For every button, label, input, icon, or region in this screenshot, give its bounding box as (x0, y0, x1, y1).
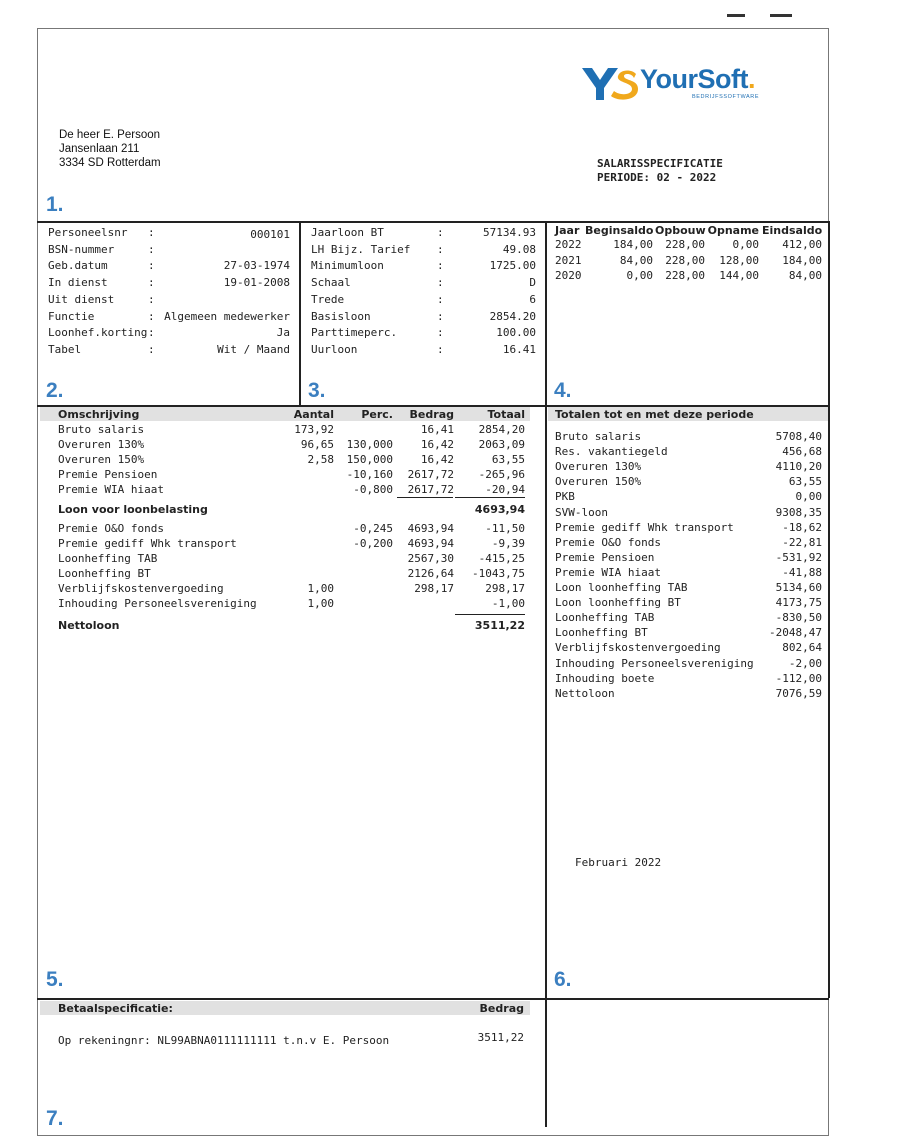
component-aantal: 2,58 (307, 453, 334, 466)
payment-amount: 3511,22 (477, 1031, 524, 1044)
salary-field-label: Basisloon (311, 309, 371, 323)
component-desc: Bruto salaris (58, 423, 145, 436)
document-title: SALARISSPECIFICATIE (597, 157, 723, 170)
totals-value: 9308,35 (775, 505, 822, 519)
section-number: 7. (46, 1107, 64, 1130)
field-separator: : (437, 226, 444, 239)
component-desc: Premie O&O fonds (58, 522, 164, 535)
totals-label: Inhouding Personeelsvereniging (555, 656, 754, 670)
component-bedrag (396, 596, 454, 612)
vacation-cell: 0,00 (732, 238, 759, 251)
totals-label: Overuren 130% (555, 460, 642, 474)
component-totaal: -20,94 (485, 483, 525, 496)
component-desc: Overuren 150% (58, 453, 145, 466)
salary-field-value: 6 (529, 292, 536, 306)
totals-label: Verblijfskostenvergoeding (555, 641, 721, 655)
totals-label: Premie WIA hiaat (555, 565, 661, 579)
address-line: Jansenlaan 211 (59, 143, 140, 155)
component-desc: Inhouding Personeelsvereniging (58, 597, 257, 610)
vacation-cell: 84,00 (788, 269, 822, 282)
component-bedrag: 16,41 (420, 423, 454, 436)
component-bedrag: 2126,64 (407, 567, 454, 580)
totals-label: Premie Pensioen (555, 550, 655, 564)
totals-label: Bruto salaris (555, 430, 642, 443)
component-desc: Overuren 130% (58, 438, 145, 451)
vacation-cell: 2022 (555, 238, 582, 251)
component-bedrag: 2617,72 (407, 468, 454, 481)
salary-field-label: Jaarloon BT (311, 226, 384, 239)
vacation-cell: 2021 (555, 253, 582, 267)
totals-label: Nettoloon (555, 686, 615, 700)
totals-label: Res. vakantiegeld (555, 445, 668, 459)
component-perc: 130,000 (346, 438, 393, 451)
yoursoft-logo (580, 64, 790, 104)
components-header-perc: Perc. (361, 408, 393, 421)
totals-label: Loon loonheffing TAB (555, 581, 688, 594)
component-bedrag: 16,42 (420, 453, 454, 466)
field-separator: : (148, 309, 155, 323)
salary-field-value: 100.00 (496, 326, 536, 340)
component-perc (335, 566, 393, 582)
salary-field-label: Minimumloon (311, 259, 384, 273)
component-aantal (270, 536, 334, 552)
component-totaal: -265,96 (478, 468, 525, 481)
component-perc: -10,160 (346, 468, 393, 481)
component-aantal: 1,00 (307, 597, 334, 610)
employee-field-label: Uit dienst (48, 292, 115, 306)
components-header-bedrag: Bedrag (409, 408, 454, 421)
salary-field-label: Uurloon (311, 342, 358, 356)
component-totaal: -1043,75 (472, 567, 525, 580)
field-separator: : (437, 326, 444, 340)
column-divider (299, 221, 301, 405)
employee-field-value: Algemeen medewerker (164, 309, 290, 323)
payment-amount-header: Bedrag (479, 1002, 524, 1015)
component-totaal: -11,50 (485, 522, 525, 535)
component-desc: Loonheffing BT (58, 567, 151, 580)
component-perc (335, 551, 393, 567)
totals-value: -112,00 (775, 671, 822, 685)
totals-label: Loonheffing TAB (555, 611, 655, 625)
component-aantal: 1,00 (307, 582, 334, 595)
components-header-desc: Omschrijving (58, 408, 140, 421)
component-bedrag: 298,17 (414, 582, 454, 595)
subtotal-desc: Loon voor loonbelasting (58, 503, 208, 516)
employee-field-label: Tabel (48, 342, 82, 356)
totals-label: SVW-loon (555, 505, 608, 519)
column-divider (545, 221, 547, 1127)
component-desc: Premie gediff Whk transport (58, 537, 237, 550)
document-period: PERIODE: 02 - 2022 (597, 170, 717, 184)
totals-label: PKB (555, 490, 575, 504)
component-perc (335, 422, 393, 438)
employee-field-value: 19-01-2008 (223, 276, 290, 290)
payment-account-line: Op rekeningnr: NL99ABNA0111111111 t.n.v E. Persoon (58, 1034, 390, 1047)
field-separator: : (437, 259, 444, 273)
totals-value: 5708,40 (775, 430, 822, 443)
employee-field-value (160, 242, 290, 258)
column-divider (828, 221, 830, 998)
salary-field-label: Schaal (311, 276, 351, 290)
component-perc: -0,800 (353, 483, 393, 496)
vacation-header: Beginsaldo (585, 224, 654, 237)
totals-label: Premie gediff Whk transport (555, 520, 734, 534)
component-totaal: -415,25 (478, 552, 525, 565)
underline (397, 497, 453, 498)
salary-field-value: 16.41 (502, 342, 536, 356)
employee-field-label: In dienst (48, 276, 108, 290)
component-totaal: -9,39 (491, 537, 525, 550)
totals-label: Loon loonheffing BT (555, 596, 681, 610)
employee-field-value: Wit / Maand (217, 342, 290, 356)
vacation-header: Opname (707, 224, 759, 237)
vacation-header: Opbouw (655, 224, 706, 237)
totals-value: 4173,75 (775, 596, 822, 610)
totals-value: 63,55 (788, 475, 822, 489)
component-aantal (270, 467, 334, 483)
component-aantal: 173,92 (294, 423, 334, 436)
totals-value: -531,92 (775, 550, 822, 564)
employee-field-value (160, 292, 290, 308)
totals-value: 4110,20 (775, 460, 822, 474)
field-separator: : (148, 226, 155, 239)
component-desc: Verblijfskostenvergoeding (58, 582, 224, 595)
field-separator: : (148, 276, 155, 290)
vacation-cell: 2020 (555, 269, 582, 282)
employee-field-label: BSN-nummer (48, 242, 115, 256)
vacation-cell: 228,00 (665, 238, 705, 251)
net-value: 3511,22 (474, 619, 525, 632)
component-totaal: 2854,20 (478, 423, 525, 436)
vacation-cell: 128,00 (719, 253, 759, 267)
address-line: De heer E. Persoon (59, 129, 161, 141)
salary-field-value: 2854.20 (489, 309, 536, 323)
component-totaal: 298,17 (485, 582, 525, 595)
vacation-cell: 144,00 (719, 269, 759, 282)
subtotal-value: 4693,94 (474, 503, 525, 516)
totals-label: Inhouding boete (555, 671, 655, 685)
component-perc (335, 596, 393, 612)
component-bedrag: 2617,72 (407, 483, 454, 496)
field-separator: : (437, 292, 444, 306)
vacation-header: Eindsaldo (762, 224, 823, 237)
field-separator: : (437, 309, 444, 323)
net-desc: Nettoloon (58, 619, 120, 632)
vacation-cell: 184,00 (613, 238, 653, 251)
period-month: Februari 2022 (575, 856, 662, 869)
salary-field-label: Parttimeperc. (311, 326, 398, 340)
component-aantal (270, 521, 334, 537)
section-number: 6. (554, 968, 572, 991)
salary-field-label: Trede (311, 292, 345, 306)
section-number: 3. (308, 379, 326, 402)
component-aantal (270, 566, 334, 582)
section-number: 2. (46, 379, 64, 402)
section-number: 5. (46, 968, 64, 991)
field-separator: : (437, 242, 444, 256)
field-separator: : (437, 276, 444, 290)
employee-field-value: 000101 (250, 228, 290, 241)
totals-value: -41,88 (782, 565, 822, 579)
component-aantal: 96,65 (300, 438, 334, 451)
employee-field-label: Geb.datum (48, 259, 108, 273)
employee-field-label: Loonhef.korting (48, 326, 148, 340)
salary-field-label: LH Bijz. Tarief (311, 242, 411, 256)
document-title-block (597, 157, 723, 184)
employee-field-label: Personeelsnr (48, 226, 128, 239)
vacation-cell: 228,00 (665, 253, 705, 267)
recipient-address (59, 128, 161, 170)
component-totaal: 2063,09 (478, 438, 525, 451)
totals-value: 0,00 (795, 490, 822, 504)
component-totaal: 63,55 (491, 453, 525, 466)
field-separator: : (148, 292, 155, 306)
component-desc: Loonheffing TAB (58, 552, 158, 565)
component-aantal (270, 551, 334, 567)
vacation-cell: 228,00 (665, 269, 705, 282)
field-separator: : (437, 342, 444, 356)
totals-value: 802,64 (782, 641, 822, 655)
totals-value: -22,81 (782, 535, 822, 549)
vacation-cell: 84,00 (619, 253, 653, 267)
salary-field-value: 49.08 (502, 242, 536, 256)
field-separator: : (148, 342, 155, 356)
components-header-totaal: Totaal (487, 408, 525, 421)
totals-label: Overuren 150% (555, 475, 642, 489)
components-header-aantal: Aantal (293, 408, 334, 421)
section-divider (37, 998, 829, 1000)
component-perc: 150,000 (346, 453, 393, 466)
component-perc: -0,200 (353, 537, 393, 550)
underline (455, 614, 525, 615)
underline (455, 497, 525, 498)
salary-field-value: 57134.93 (483, 226, 536, 239)
address-line: 3334 SD Rotterdam (59, 157, 161, 169)
field-separator: : (148, 242, 155, 256)
component-bedrag: 4693,94 (407, 537, 454, 550)
totals-value: -2048,47 (769, 626, 822, 640)
employee-field-value: Ja (276, 326, 290, 340)
vacation-cell: 184,00 (782, 253, 822, 267)
field-separator: : (148, 326, 155, 340)
component-aantal (270, 482, 334, 498)
component-desc: Premie Pensioen (58, 468, 158, 481)
logo-tagline: BEDRIJFSSOFTWARE (692, 94, 760, 100)
vacation-cell: 0,00 (626, 269, 653, 282)
logo-wordmark: YourSoft. (640, 64, 755, 94)
ys-logo-icon (580, 66, 640, 102)
totals-label: Premie O&O fonds (555, 535, 661, 549)
component-totaal: -1,00 (491, 597, 525, 610)
vacation-cell: 412,00 (782, 238, 822, 251)
employee-field-label: Functie (48, 309, 95, 323)
component-bedrag: 2567,30 (407, 552, 454, 565)
salary-field-value: D (529, 276, 536, 290)
component-desc: Premie WIA hiaat (58, 483, 164, 496)
component-bedrag: 4693,94 (407, 522, 454, 535)
section-number: 1. (46, 193, 64, 216)
totals-value: 5134,60 (775, 581, 822, 594)
totals-value: 7076,59 (775, 686, 822, 700)
totals-value: -830,50 (775, 611, 822, 625)
totals-header: Totalen tot en met deze periode (555, 408, 754, 421)
payment-header: Betaalspecificatie: (58, 1002, 173, 1015)
component-perc (335, 581, 393, 597)
totals-value: -2,00 (788, 656, 822, 670)
totals-value: 456,68 (782, 445, 822, 459)
vacation-header: Jaar (555, 224, 580, 237)
totals-value: -18,62 (782, 520, 822, 534)
component-perc: -0,245 (353, 522, 393, 535)
component-bedrag: 16,42 (420, 438, 454, 451)
employee-field-value: 27-03-1974 (223, 259, 290, 273)
salary-field-value: 1725.00 (489, 259, 536, 273)
section-number: 4. (554, 379, 572, 402)
totals-label: Loonheffing BT (555, 626, 648, 640)
field-separator: : (148, 259, 155, 273)
